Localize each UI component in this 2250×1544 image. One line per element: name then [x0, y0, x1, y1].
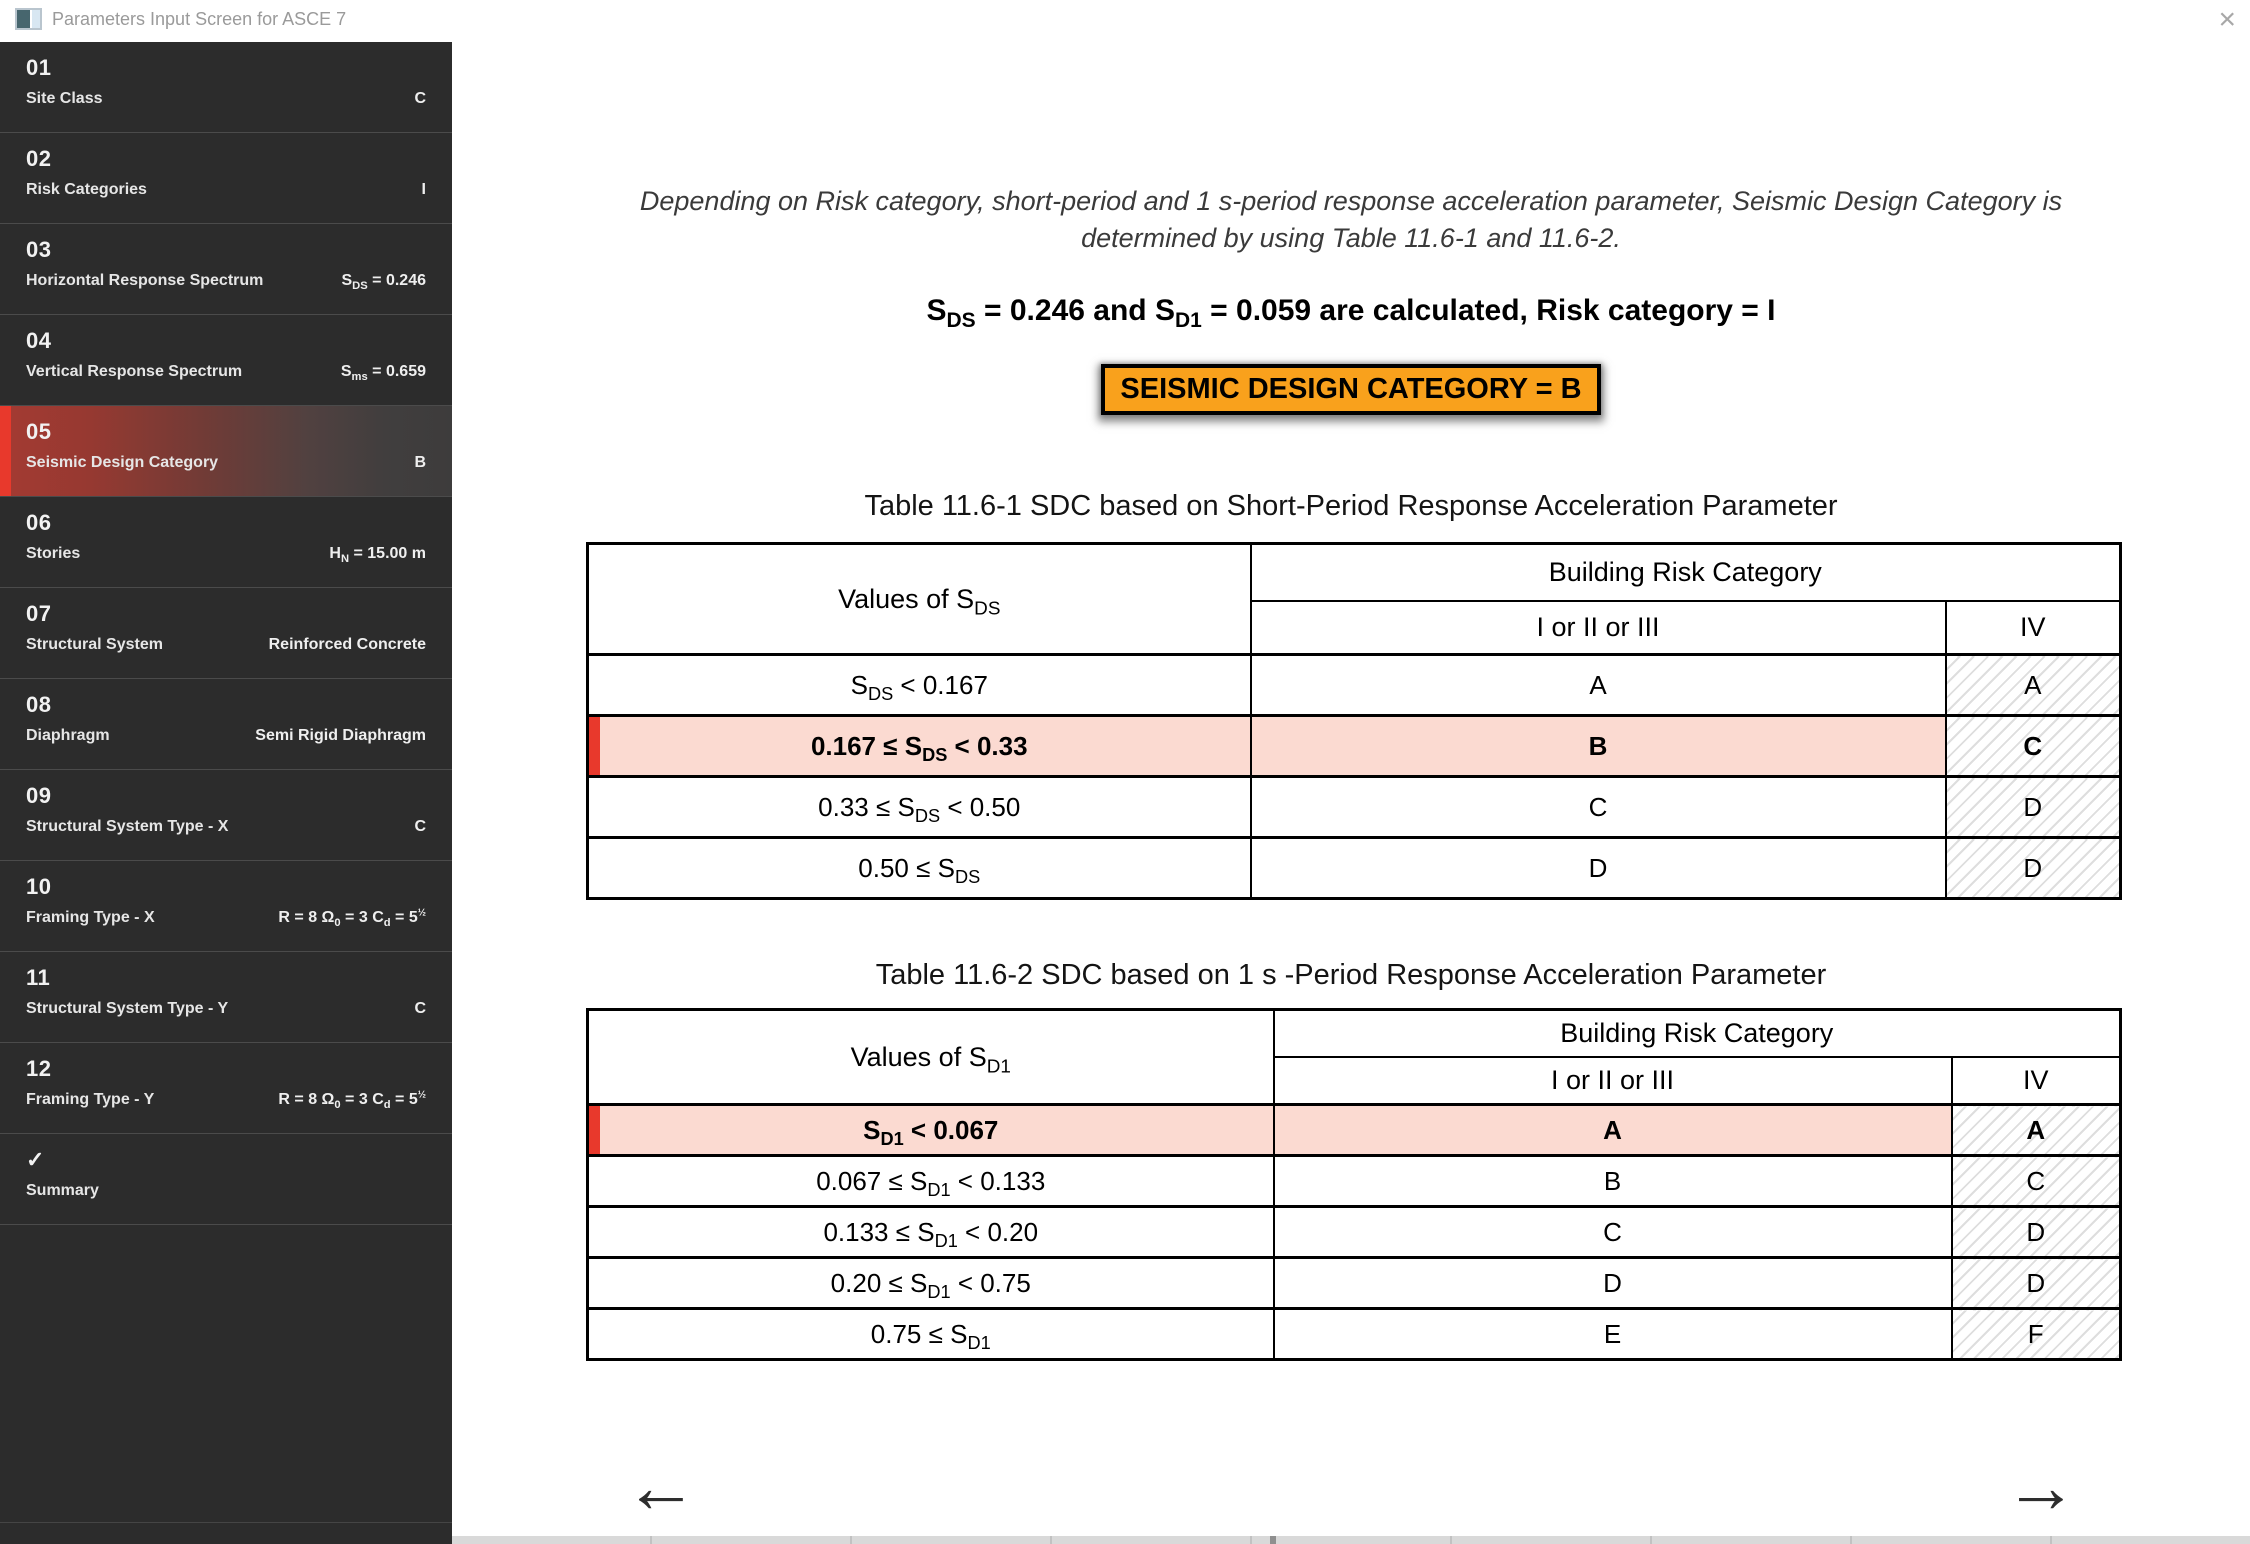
table-11-6-1 — [586, 542, 2122, 900]
sdc-cat123-cell: B — [1251, 716, 1946, 777]
step-label: Horizontal Response Spectrum — [26, 272, 264, 289]
step-number: 02 — [26, 146, 52, 171]
sidebar-item-vertical-response-spectrum[interactable] — [0, 315, 452, 406]
sidebar-item-summary[interactable] — [0, 1134, 452, 1225]
step-label: Stories — [26, 545, 81, 562]
sidebar-item-structural-system[interactable] — [0, 588, 452, 679]
sd1-range-cell: $S_{D1} < 0.067$ — [588, 1105, 1274, 1156]
sd1-range-cell: $0.75 \le S_{D1}$ — [588, 1309, 1274, 1360]
table-11-6-2-title: Table 11.6-2 SDC based on 1 s -Period Response Acceleration Parameter — [875, 959, 1827, 991]
step-number: 09 — [26, 783, 52, 808]
scrollbar-thumb-marker[interactable] — [1270, 1536, 1276, 1544]
step-number: 11 — [26, 965, 51, 990]
sd1-range-cell: $0.20 \le S_{D1} < 0.75$ — [588, 1258, 1274, 1309]
values-of-sds-header: Values of $S_{DS}$ — [588, 544, 1251, 655]
sds-range-cell: $0.167 \le S_{DS} < 0.33$ — [588, 716, 1251, 777]
sdc-cat123-cell: B — [1274, 1156, 1952, 1207]
close-icon[interactable]: × — [2218, 3, 2236, 36]
step-number: 10 — [26, 874, 52, 899]
step-number: 06 — [26, 510, 52, 535]
sdc-cat4-cell: C — [1946, 716, 2121, 777]
risk-cat-1-2-3-header: I or II or III — [1251, 601, 1946, 655]
table-row-highlighted — [588, 716, 2121, 777]
sidebar-item-horizontal-response-spectrum[interactable] — [0, 224, 452, 315]
summary-check-icon: ✓ — [26, 1147, 45, 1172]
step-number: 03 — [26, 237, 52, 262]
step-label: Risk Categories — [26, 181, 147, 198]
steps-sidebar — [0, 42, 452, 1544]
step-number: 08 — [26, 692, 52, 717]
step-value: R = 8 $\Omega_0 = 3$ $C_d = 5^{\frac{1}{2}}$ — [278, 907, 426, 930]
app-window-icon — [15, 8, 42, 30]
risk-cat-4-header: IV — [1946, 601, 2121, 655]
step-value: C — [414, 90, 426, 107]
step-label: Vertical Response Spectrum — [26, 363, 243, 380]
window-title: Parameters Input Screen for ASCE 7 — [52, 9, 347, 29]
step-value: R = 8 $\Omega_0 = 3$ $C_d = 5^{\frac{1}{2}}$ — [278, 1089, 426, 1112]
main-content — [452, 42, 2250, 1536]
table-row — [588, 838, 2121, 899]
sdc-cat123-cell: C — [1274, 1207, 1952, 1258]
sdc-cat4-cell: A — [1952, 1105, 2121, 1156]
table-row-highlighted — [588, 1105, 2121, 1156]
step-label: Framing Type - X — [26, 909, 155, 926]
sdc-cat4-cell: C — [1952, 1156, 2121, 1207]
step-value: I — [421, 181, 426, 198]
step-value: C — [414, 818, 426, 835]
sidebar-item-diaphragm[interactable] — [0, 679, 452, 770]
sidebar-item-risk-categories[interactable] — [0, 133, 452, 224]
step-value: $H_N = 15.00$ m — [329, 545, 426, 566]
step-number: 04 — [26, 328, 52, 353]
sdc-cat4-cell: D — [1952, 1258, 2121, 1309]
step-label: Framing Type - Y — [26, 1091, 155, 1108]
sdc-cat4-cell: F — [1952, 1309, 2121, 1360]
step-label: Structural System Type - Y — [26, 1000, 229, 1017]
sdc-cat123-cell: A — [1251, 655, 1946, 716]
risk-cat-1-2-3-header: I or II or III — [1274, 1057, 1952, 1105]
step-number: 01 — [26, 55, 52, 80]
forward-arrow-button[interactable]: → — [2004, 1445, 2078, 1528]
sdc-cat123-cell: A — [1274, 1105, 1952, 1156]
step-label: Structural System — [26, 636, 163, 653]
risk-cat-4-header: IV — [1952, 1057, 2121, 1105]
table-11-6-1-title: Table 11.6-1 SDC based on Short-Period Response Acceleration Parameter — [864, 490, 1838, 522]
sidebar-item-framing-type-y[interactable] — [0, 1043, 452, 1134]
step-label: Summary — [26, 1182, 99, 1199]
sds-range-cell: $0.50 \le S_{DS}$ — [588, 838, 1251, 899]
table-row — [588, 1207, 2121, 1258]
sdc-cat4-cell: A — [1946, 655, 2121, 716]
sidebar-item-site-class[interactable] — [0, 42, 452, 133]
step-value: B — [414, 454, 426, 471]
step-number: 12 — [26, 1056, 52, 1081]
step-label: Diaphragm — [26, 727, 110, 744]
result-banner-wrap — [452, 364, 2250, 415]
sd1-range-cell: $0.133 \le S_{D1} < 0.20$ — [588, 1207, 1274, 1258]
seismic-design-category-banner: SEISMIC DESIGN CATEGORY = B — [1101, 364, 1600, 415]
sds-range-cell: $0.33 \le S_{DS} < 0.50$ — [588, 777, 1251, 838]
sidebar-item-stories[interactable] — [0, 497, 452, 588]
sdc-cat123-cell: D — [1274, 1258, 1952, 1309]
step-label: Structural System Type - X — [26, 818, 229, 835]
sidebar-item-structural-system-type-y[interactable] — [0, 952, 452, 1043]
table-row — [588, 1156, 2121, 1207]
step-number: 05 — [26, 419, 52, 444]
table-row — [588, 1309, 2121, 1360]
sdc-cat4-cell: D — [1946, 777, 2121, 838]
step-value: $S_{DS} = 0.246$ — [341, 272, 426, 293]
sdc-cat4-cell: D — [1946, 838, 2121, 899]
step-label: Seismic Design Category — [26, 454, 219, 471]
sds-range-cell: $S_{DS} < 0.167$ — [588, 655, 1251, 716]
sdc-cat4-cell: D — [1952, 1207, 2121, 1258]
step-number: 07 — [26, 601, 52, 626]
table-11-6-2 — [586, 1008, 2122, 1361]
step-value: Reinforced Concrete — [268, 636, 426, 653]
step-label: Site Class — [26, 90, 103, 107]
sidebar-item-framing-type-x[interactable] — [0, 861, 452, 952]
sidebar-item-structural-system-type-x[interactable] — [0, 770, 452, 861]
sdc-cat123-cell: C — [1251, 777, 1946, 838]
sdc-cat123-cell: D — [1251, 838, 1946, 899]
values-of-sd1-header: Values of $S_{D1}$ — [588, 1010, 1274, 1105]
intro-text: Depending on Risk category, short-period and 1 s-period response acceleration parameter, Seismic Design Category is determined by using Table 11.6-1 and 11.6-2. — [639, 186, 2063, 253]
step-value: $S_{ms} = 0.659$ — [340, 363, 426, 384]
table-row — [588, 1258, 2121, 1309]
table-row — [588, 655, 2121, 716]
horizontal-scrollbar[interactable] — [452, 1536, 2250, 1544]
sidebar-item-seismic-design-category[interactable] — [0, 406, 452, 497]
step-value: Semi Rigid Diaphragm — [255, 727, 426, 744]
sdc-cat123-cell: E — [1274, 1309, 1952, 1360]
window-titlebar — [0, 0, 2250, 42]
step-value: C — [414, 1000, 426, 1017]
table-row — [588, 777, 2121, 838]
building-risk-category-header: Building Risk Category — [1274, 1010, 2121, 1057]
building-risk-category-header: Building Risk Category — [1251, 544, 2121, 601]
sd1-range-cell: $0.067 \le S_{D1} < 0.133$ — [588, 1156, 1274, 1207]
calculated-values-headline: $S_{DS} = 0.246$ and $S_{D1} = 0.059$ are calculated, Risk category = I — [926, 294, 1776, 332]
back-arrow-button[interactable]: ← — [624, 1445, 698, 1528]
